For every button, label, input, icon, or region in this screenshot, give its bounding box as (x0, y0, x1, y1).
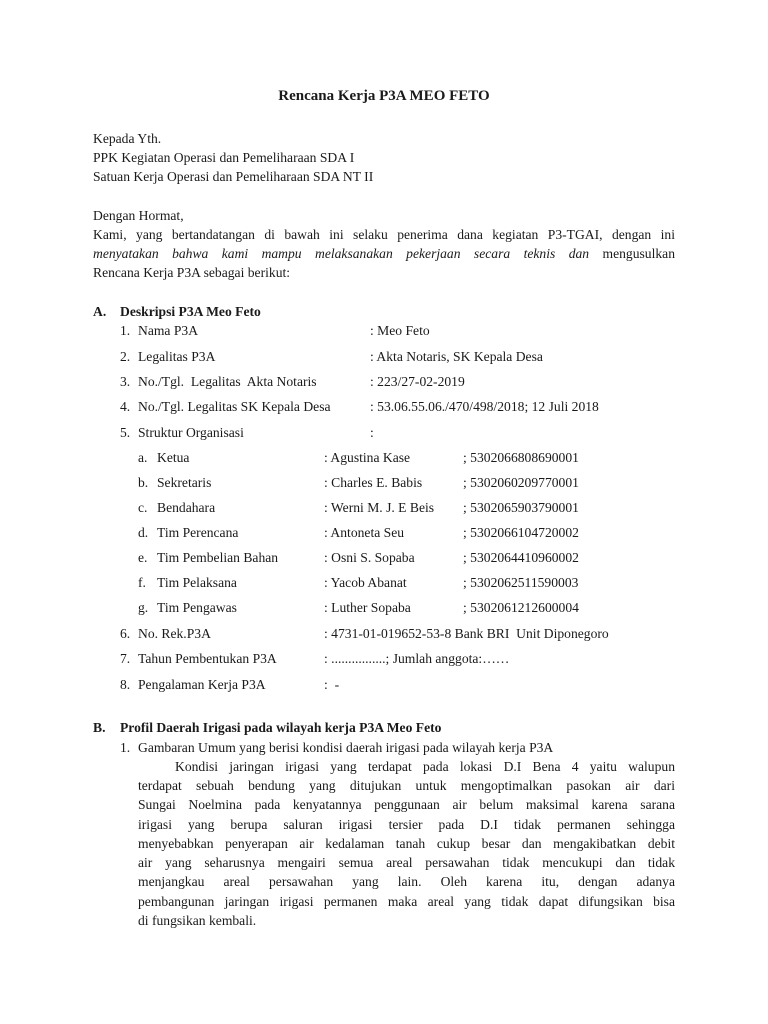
item-label: No. Rek.P3A (138, 626, 211, 641)
struktur-role: Sekretaris (157, 475, 212, 490)
paragraph-line: terdapat sebuah bendung yang ditujukan untuk mengoptimalkan pasokan air dari (138, 778, 675, 793)
struktur-letter: d. (138, 525, 149, 540)
struktur-letter: g. (138, 600, 149, 615)
intro-line: Rencana Kerja P3A sebagai berikut: (93, 265, 291, 280)
struktur-role: Ketua (157, 450, 190, 465)
item-number: 4. (120, 399, 131, 414)
struktur-letter: b. (138, 475, 149, 490)
struktur-role: Tim Pembelian Bahan (157, 550, 279, 565)
struktur-name: : Agustina Kase (324, 450, 411, 465)
struktur-name: : Werni M. J. E Beis (324, 500, 435, 515)
intro-italic: menyatakan bahwa kami mampu melaksanakan pekerjaan secara teknis dan (93, 246, 590, 261)
struktur-letter: a. (138, 450, 148, 465)
item-label: Struktur Organisasi (138, 425, 244, 440)
item-label: No./Tgl. Legalitas Akta Notaris (138, 374, 317, 389)
paragraph-line: Kondisi jaringan irigasi yang terdapat pada lokasi D.I Bena 4 yaitu walupun (175, 759, 675, 774)
paragraph-line: pembangunan jaringan irigasi permanen maka areal yang tidak dapat difungsikan bisa (138, 894, 675, 909)
item-value: : (370, 425, 374, 440)
struktur-id: ; 5302064410960002 (463, 550, 579, 565)
paragraph-line: menjangkau areal persawahan yang lain. Oleh karena itu, dengan adanya (138, 874, 675, 889)
paragraph-line: irigasi yang berupa saluran irigasi tersier pada D.I tidak permanen sehingga (138, 817, 675, 832)
struktur-id: ; 5302062511590003 (463, 575, 579, 590)
addressee-line: Satuan Kerja Operasi dan Pemeliharaan SDA NT II (93, 169, 374, 184)
greeting: Dengan Hormat, (93, 208, 184, 223)
addressee-line: PPK Kegiatan Operasi dan Pemeliharaan SDA I (93, 150, 355, 165)
item-value: : - (324, 677, 340, 692)
paragraph-line: menyebabkan penyerapan air kedalaman tanah cukup besar dan mengakibatkan debit (138, 836, 675, 851)
item-label: Pengalaman Kerja P3A (138, 677, 266, 692)
struktur-name: : Osni S. Sopaba (324, 550, 415, 565)
struktur-name: : Yacob Abanat (324, 575, 407, 590)
item-value: : Meo Feto (370, 323, 430, 338)
item-label: Legalitas P3A (138, 349, 216, 364)
item-label: Nama P3A (138, 323, 199, 338)
section-a-letter: A. (93, 304, 107, 319)
paragraph-line: Sungai Noelmina pada kenyatannya penggunaan air belum maksimal karena sarana (138, 797, 675, 812)
page-title: Rencana Kerja P3A MEO FETO (278, 88, 490, 104)
struktur-id: ; 5302066104720002 (463, 525, 579, 540)
item-value: : 53.06.55.06./470/498/2018; 12 Juli 2018 (370, 399, 599, 414)
item-value: : ................; Jumlah anggota:…… (324, 651, 510, 666)
item-number: 1. (120, 323, 131, 338)
section-b-letter: B. (93, 720, 106, 735)
struktur-role: Tim Pengawas (157, 600, 237, 615)
item-number: 7. (120, 651, 131, 666)
item-number: 8. (120, 677, 131, 692)
struktur-letter: e. (138, 550, 148, 565)
section-b-heading: Profil Daerah Irigasi pada wilayah kerja P3A Meo Feto (120, 720, 442, 735)
struktur-name: : Charles E. Babis (324, 475, 423, 490)
struktur-id: ; 5302066808690001 (463, 450, 579, 465)
struktur-role: Bendahara (157, 500, 216, 515)
item-value: : 223/27-02-2019 (370, 374, 465, 389)
struktur-id: ; 5302060209770001 (463, 475, 579, 490)
intro-line: Kami, yang bertandatangan di bawah ini selaku penerima dana kegiatan P3-TGAI, dengan ini (93, 227, 675, 242)
struktur-name: : Antoneta Seu (324, 525, 405, 540)
struktur-role: Tim Perencana (157, 525, 239, 540)
struktur-letter: f. (138, 575, 146, 590)
paragraph-line: air yang seharusnya mengairi semua areal persawahan tidak mencukupi dan tidak (138, 855, 675, 870)
item-value: : Akta Notaris, SK Kepala Desa (370, 349, 543, 364)
item-value: : 4731-01-019652-53-8 Bank BRI Unit Diponegoro (324, 626, 609, 641)
struktur-name: : Luther Sopaba (324, 600, 411, 615)
struktur-id: ; 5302061212600004 (463, 600, 579, 615)
addressee-line: Kepada Yth. (93, 131, 162, 146)
struktur-letter: c. (138, 500, 148, 515)
item-number: 1. (120, 740, 131, 755)
item-number: 6. (120, 626, 131, 641)
item-label: Gambaran Umum yang berisi kondisi daerah irigasi pada wilayah kerja P3A (138, 740, 554, 755)
struktur-id: ; 5302065903790001 (463, 500, 579, 515)
item-label: No./Tgl. Legalitas SK Kepala Desa (138, 399, 331, 414)
item-number: 2. (120, 349, 131, 364)
item-number: 3. (120, 374, 131, 389)
struktur-role: Tim Pelaksana (157, 575, 237, 590)
intro-line: menyatakan bahwa kami mampu melaksanakan pekerjaan secara teknis dan mengusulkan (93, 246, 675, 261)
item-number: 5. (120, 425, 131, 440)
section-a-heading: Deskripsi P3A Meo Feto (120, 304, 261, 319)
paragraph-line: di fungsikan kembali. (138, 913, 257, 928)
item-label: Tahun Pembentukan P3A (138, 651, 277, 666)
